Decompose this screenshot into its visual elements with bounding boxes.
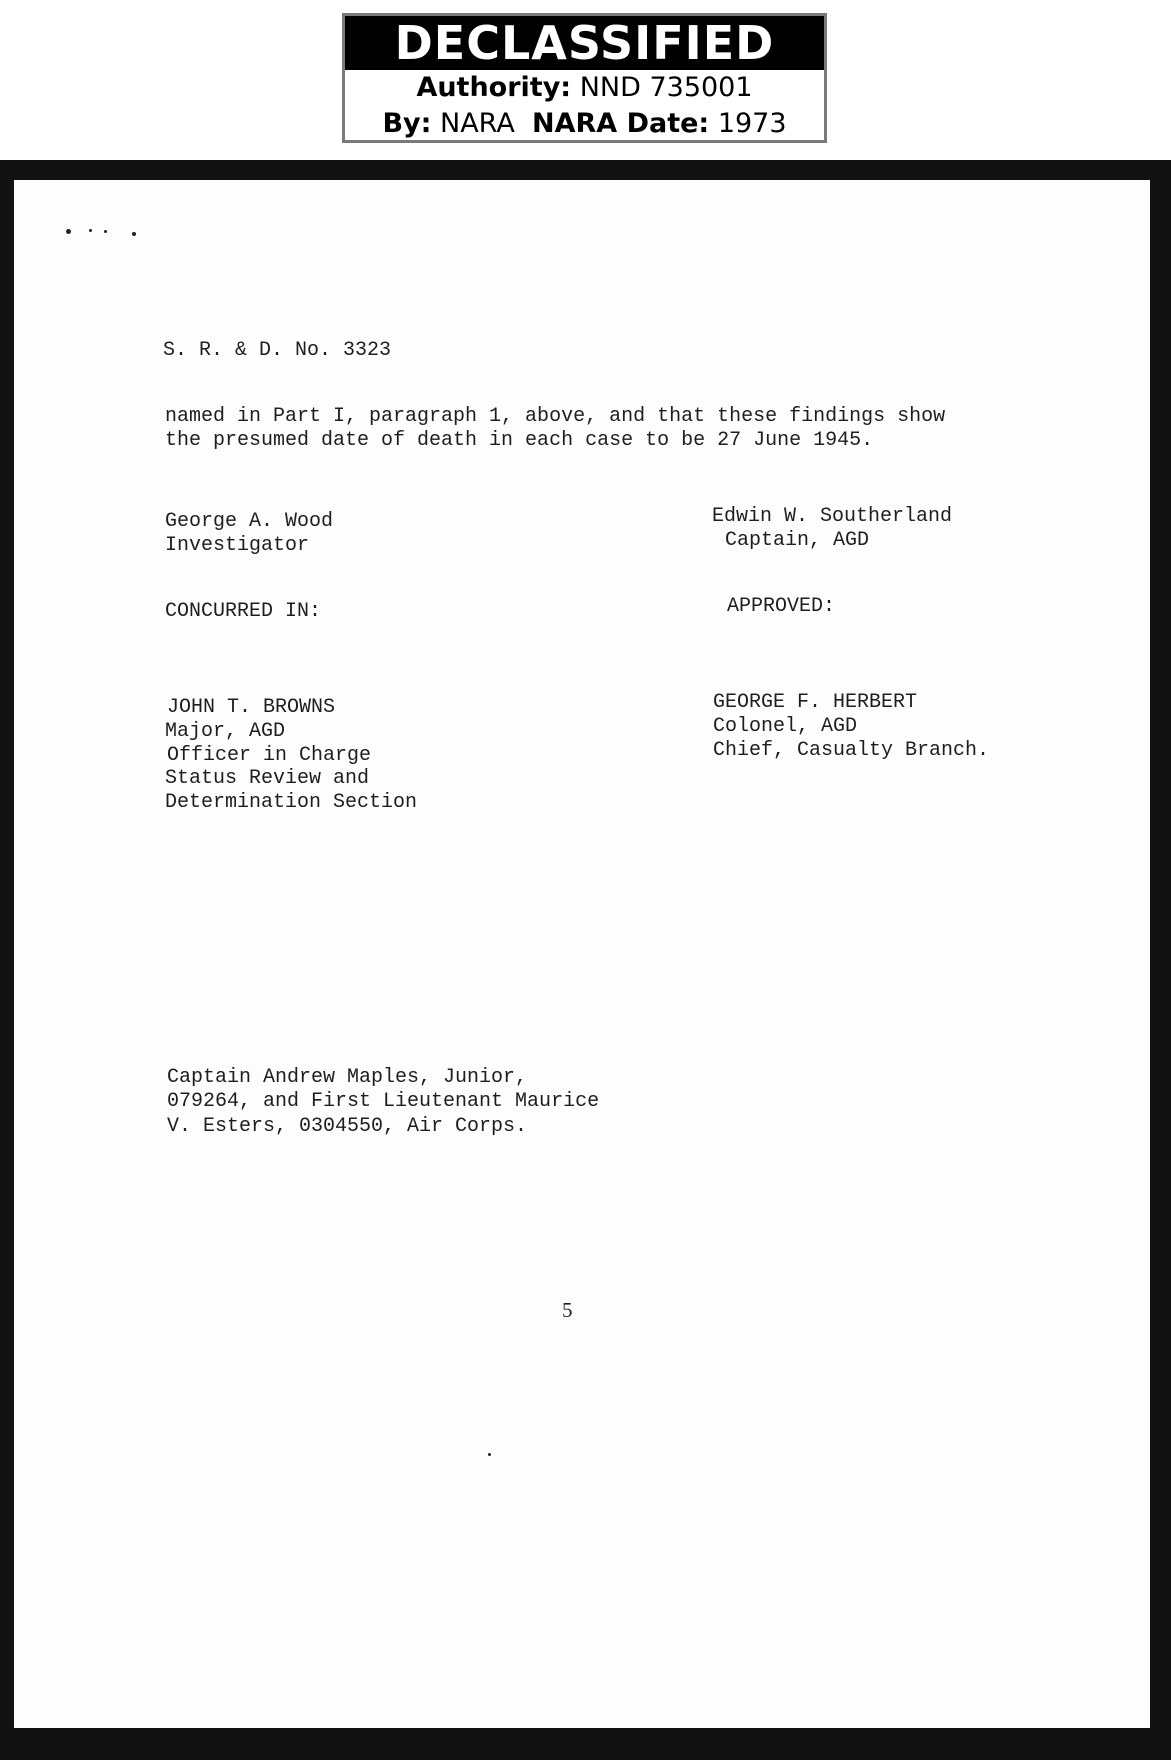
scan-speck bbox=[89, 229, 92, 232]
approving-officer-line: Chief, Casualty Branch. bbox=[713, 739, 990, 762]
preparer-name: Edwin W. Southerland bbox=[712, 505, 953, 528]
concurring-officer-line: Officer in Charge bbox=[167, 744, 372, 767]
stamp-by-label: By: bbox=[382, 108, 432, 139]
scan-speck bbox=[132, 232, 136, 236]
scan-speck bbox=[488, 1453, 491, 1456]
body-line-1: named in Part I, paragraph 1, above, and that these findings show bbox=[165, 405, 946, 428]
stamp-authority-line bbox=[345, 70, 824, 106]
stamp-by-line bbox=[345, 106, 824, 142]
page-number: 5 bbox=[562, 1298, 573, 1322]
concurring-officer-line: Status Review and bbox=[165, 767, 370, 790]
investigator-name: George A. Wood bbox=[165, 510, 334, 533]
concurring-officer-line: Major, AGD bbox=[165, 720, 286, 743]
stamp-date-label: NARA Date: bbox=[532, 108, 710, 139]
stamp-date-value: 1973 bbox=[717, 108, 787, 139]
body-line-2: the presumed date of death in each case to be 27 June 1945. bbox=[165, 429, 874, 452]
concurring-officer-line: Determination Section bbox=[165, 791, 418, 814]
subject-line: 079264, and First Lieutenant Maurice bbox=[167, 1090, 600, 1113]
approving-officer-line: GEORGE F. HERBERT bbox=[713, 691, 918, 714]
concurring-officer-line: JOHN T. BROWNS bbox=[167, 696, 336, 719]
approving-officer-line: Colonel, AGD bbox=[713, 715, 858, 738]
document-page bbox=[14, 180, 1150, 1728]
investigator-title: Investigator bbox=[165, 534, 310, 557]
stamp-by-value: NARA bbox=[440, 108, 515, 139]
stamp-authority-value: NND 735001 bbox=[579, 72, 753, 103]
approved-label: APPROVED: bbox=[727, 595, 836, 618]
stamp-title: DECLASSIFIED bbox=[345, 16, 824, 70]
subject-line: Captain Andrew Maples, Junior, bbox=[167, 1066, 528, 1089]
preparer-title: Captain, AGD bbox=[725, 529, 870, 552]
file-reference: S. R. & D. No. 3323 bbox=[163, 339, 392, 362]
declassified-stamp bbox=[342, 13, 827, 143]
scan-frame bbox=[0, 160, 1171, 1760]
stamp-authority-label: Authority: bbox=[416, 72, 572, 103]
scan-speck bbox=[66, 229, 71, 234]
scan-speck bbox=[104, 230, 107, 233]
subject-line: V. Esters, 0304550, Air Corps. bbox=[167, 1115, 528, 1138]
concurred-label: CONCURRED IN: bbox=[165, 600, 322, 623]
